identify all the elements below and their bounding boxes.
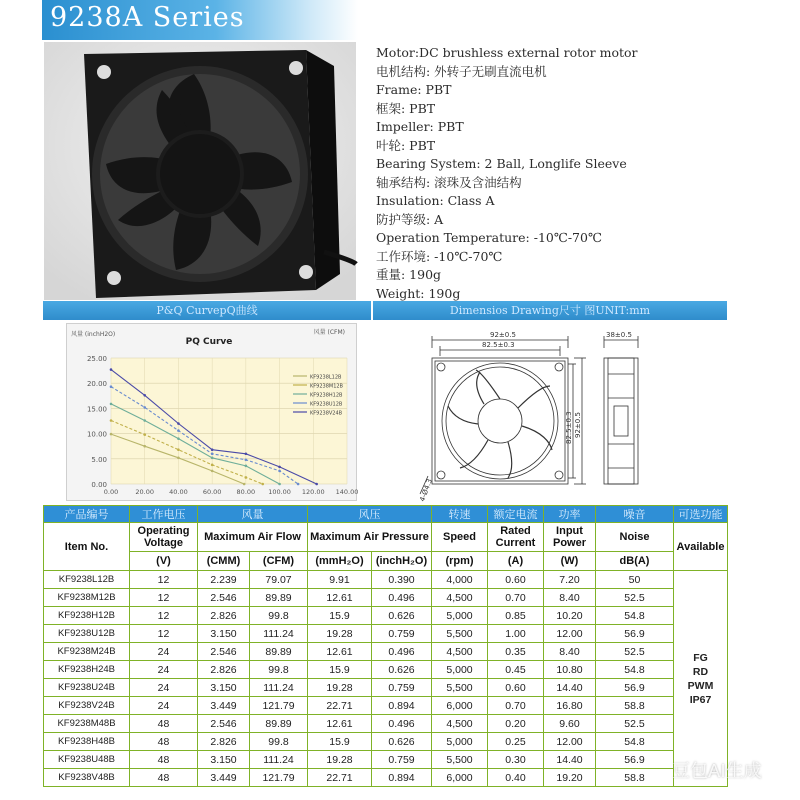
value-cell: 6,000 xyxy=(432,769,488,787)
dim-side-inner: 82.5±0.3 xyxy=(565,411,573,444)
unit-mmh2o: (mmH₂O) xyxy=(308,552,372,571)
dimension-drawing xyxy=(418,326,668,502)
value-cell: 50 xyxy=(596,571,674,589)
series-title: 9238A Series xyxy=(50,2,245,33)
value-cell: 0.759 xyxy=(372,679,432,697)
spec-line: Impeller: PBT xyxy=(376,119,464,134)
legend-label: KF9238U12B xyxy=(310,401,343,408)
value-cell: 10.20 xyxy=(544,607,596,625)
model-cell: KF9238H12B xyxy=(44,607,130,625)
value-cell: 24 xyxy=(130,679,198,697)
data-point xyxy=(110,433,113,436)
data-point xyxy=(110,368,113,371)
value-cell: 0.496 xyxy=(372,589,432,607)
value-cell: 0.626 xyxy=(372,661,432,679)
col-avail-cn: 可选功能 xyxy=(674,506,728,523)
data-point xyxy=(245,476,248,479)
value-cell: 5,000 xyxy=(432,661,488,679)
model-cell: KF9238V48B xyxy=(44,769,130,787)
data-point xyxy=(243,483,246,486)
unit-dba: dB(A) xyxy=(596,552,674,571)
x-tick-label: 100.00 xyxy=(268,488,291,496)
legend-label: KF9238H12B xyxy=(310,392,343,399)
value-cell: 3.449 xyxy=(198,697,250,715)
data-point xyxy=(278,466,281,469)
value-cell: 48 xyxy=(130,751,198,769)
pq-chart-frame xyxy=(66,323,357,501)
value-cell: 4,000 xyxy=(432,571,488,589)
value-cell: 12.00 xyxy=(544,625,596,643)
value-cell: 7.20 xyxy=(544,571,596,589)
spec-list xyxy=(376,44,638,303)
x-axis-label: 风量 (CFM) xyxy=(313,329,345,336)
available-option: PWM xyxy=(687,679,714,692)
model-cell: KF9238M24B xyxy=(44,643,130,661)
dim-hole: 4-Ø4.3 xyxy=(418,477,434,503)
unit-voltage: (V) xyxy=(130,552,198,571)
data-point xyxy=(297,483,300,486)
legend-label: KF9238V24B xyxy=(310,410,343,417)
value-cell: 0.60 xyxy=(488,679,544,697)
table-row xyxy=(44,751,728,769)
data-point xyxy=(143,445,146,448)
value-cell: 19.28 xyxy=(308,751,372,769)
value-cell: 12 xyxy=(130,589,198,607)
spec-line: Weight: 190g xyxy=(376,285,461,301)
value-cell: 12.61 xyxy=(308,589,372,607)
value-cell: 0.70 xyxy=(488,697,544,715)
y-tick-label: 0.00 xyxy=(91,481,107,489)
x-tick-label: 0.00 xyxy=(103,488,119,496)
value-cell: 16.80 xyxy=(544,697,596,715)
data-point xyxy=(245,452,248,455)
value-cell: 15.9 xyxy=(308,661,372,679)
value-cell: 3.150 xyxy=(198,625,250,643)
value-cell: 0.30 xyxy=(488,751,544,769)
value-cell: 5,000 xyxy=(432,607,488,625)
data-point xyxy=(143,394,146,397)
value-cell: 12.00 xyxy=(544,733,596,751)
data-point xyxy=(315,483,318,486)
value-cell: 48 xyxy=(130,733,198,751)
value-cell: 0.40 xyxy=(488,769,544,787)
value-cell: 0.70 xyxy=(488,589,544,607)
data-point xyxy=(278,470,281,473)
value-cell: 8.40 xyxy=(544,589,596,607)
spec-line: Operation Temperature: -10℃-70℃ xyxy=(376,230,602,245)
value-cell: 79.07 xyxy=(250,571,308,589)
spec-line: Motor:DC brushless external rotor motor xyxy=(376,45,638,60)
dimension-drawing-header: Dimensios Drawing尺寸 图UNIT:mm xyxy=(373,301,727,320)
value-cell: 121.79 xyxy=(250,769,308,787)
value-cell: 58.8 xyxy=(596,697,674,715)
spec-line: Frame: PBT xyxy=(376,82,452,97)
value-cell: 1.00 xyxy=(488,625,544,643)
legend-label: KF9238L12B xyxy=(310,374,342,381)
model-cell: KF9238V24B xyxy=(44,697,130,715)
unit-inchh2o: (inchH₂O) xyxy=(372,552,432,571)
model-cell: KF9238M12B xyxy=(44,589,130,607)
data-point xyxy=(261,483,264,486)
value-cell: 5,500 xyxy=(432,625,488,643)
fan-image xyxy=(44,42,356,300)
data-point xyxy=(177,422,180,425)
value-cell: 14.40 xyxy=(544,751,596,769)
value-cell: 2.546 xyxy=(198,643,250,661)
value-cell: 2.546 xyxy=(198,715,250,733)
col-voltage-en: Operating Voltage xyxy=(130,523,198,552)
value-cell: 8.40 xyxy=(544,643,596,661)
dimension-drawing-svg xyxy=(418,326,668,502)
value-cell: 2.826 xyxy=(198,661,250,679)
value-cell: 0.45 xyxy=(488,661,544,679)
col-voltage-cn: 工作电压 xyxy=(130,506,198,523)
data-point xyxy=(245,459,248,462)
value-cell: 15.9 xyxy=(308,607,372,625)
data-point xyxy=(143,419,146,422)
value-cell: 0.25 xyxy=(488,733,544,751)
dim-side-outer: 92±0.5 xyxy=(574,412,582,438)
value-cell: 111.24 xyxy=(250,751,308,769)
value-cell: 5,500 xyxy=(432,751,488,769)
value-cell: 3.150 xyxy=(198,679,250,697)
col-power-cn: 功率 xyxy=(544,506,596,523)
value-cell: 10.80 xyxy=(544,661,596,679)
value-cell: 48 xyxy=(130,715,198,733)
spec-line: 电机结构: 外转子无刷直流电机 xyxy=(376,63,547,79)
col-current-cn: 额定电流 xyxy=(488,506,544,523)
spec-line: 工作环境: -10℃-70℃ xyxy=(376,248,503,264)
value-cell: 24 xyxy=(130,697,198,715)
value-cell: 19.20 xyxy=(544,769,596,787)
col-item-cn: 产品编号 xyxy=(44,506,130,523)
model-cell: KF9238L12B xyxy=(44,571,130,589)
value-cell: 12 xyxy=(130,571,198,589)
value-cell: 111.24 xyxy=(250,625,308,643)
table-row xyxy=(44,733,728,751)
value-cell: 2.546 xyxy=(198,589,250,607)
model-cell: KF9238H24B xyxy=(44,661,130,679)
data-point xyxy=(278,483,281,486)
data-point xyxy=(211,448,214,451)
value-cell: 5,500 xyxy=(432,679,488,697)
value-cell: 54.8 xyxy=(596,733,674,751)
table-row xyxy=(44,571,728,589)
dim-top-inner: 82.5±0.3 xyxy=(482,341,515,349)
legend-label: KF9238M12B xyxy=(310,383,343,390)
value-cell: 12 xyxy=(130,607,198,625)
value-cell: 89.89 xyxy=(250,643,308,661)
value-cell: 99.8 xyxy=(250,607,308,625)
data-point xyxy=(110,403,113,406)
y-tick-label: 15.00 xyxy=(86,405,107,414)
available-options-cell xyxy=(674,571,728,787)
data-point xyxy=(177,456,180,459)
data-point xyxy=(143,433,146,436)
table-header-units xyxy=(44,552,728,571)
value-cell: 0.35 xyxy=(488,643,544,661)
y-tick-label: 25.00 xyxy=(86,355,107,363)
x-tick-label: 140.00 xyxy=(335,488,359,496)
table-header-cn xyxy=(44,506,728,523)
table-header-en xyxy=(44,523,728,552)
dim-top-outer: 92±0.5 xyxy=(490,331,516,339)
model-cell: KF9238U12B xyxy=(44,625,130,643)
x-tick-label: 80.00 xyxy=(236,488,256,496)
data-point xyxy=(177,437,180,440)
model-cell: KF9238M48B xyxy=(44,715,130,733)
watermark-text: 豆包AI生成 xyxy=(672,761,762,782)
value-cell: 111.24 xyxy=(250,679,308,697)
y-tick-label: 10.00 xyxy=(86,430,107,439)
unit-rpm: (rpm) xyxy=(432,552,488,571)
pq-curve-header: P&Q CurvepQ曲线 xyxy=(43,301,371,320)
value-cell: 3.449 xyxy=(198,769,250,787)
value-cell: 4,500 xyxy=(432,715,488,733)
model-cell: KF9238H48B xyxy=(44,733,130,751)
value-cell: 121.79 xyxy=(250,697,308,715)
table-row xyxy=(44,607,728,625)
data-point xyxy=(211,470,214,473)
value-cell: 22.71 xyxy=(308,697,372,715)
value-cell: 12.61 xyxy=(308,715,372,733)
value-cell: 5,000 xyxy=(432,733,488,751)
col-item-en: Item No. xyxy=(44,523,130,571)
available-option: IP67 xyxy=(689,693,712,706)
value-cell: 15.9 xyxy=(308,733,372,751)
value-cell: 4,500 xyxy=(432,589,488,607)
value-cell: 0.759 xyxy=(372,751,432,769)
spec-line: Insulation: Class A xyxy=(376,193,495,208)
value-cell: 9.91 xyxy=(308,571,372,589)
table-row xyxy=(44,679,728,697)
table-row xyxy=(44,643,728,661)
chart-title: PQ Curve xyxy=(185,337,233,347)
col-pressure-cn: 风压 xyxy=(308,506,432,523)
value-cell: 0.60 xyxy=(488,571,544,589)
col-noise-en: Noise xyxy=(596,523,674,552)
y-tick-label: 20.00 xyxy=(86,380,107,389)
value-cell: 19.28 xyxy=(308,679,372,697)
spec-line: 轴承结构: 滚珠及含油结构 xyxy=(376,174,522,190)
col-speed-en: Speed xyxy=(432,523,488,552)
col-airflow-en: Maximum Air Flow xyxy=(198,523,308,552)
value-cell: 6,000 xyxy=(432,697,488,715)
value-cell: 2.826 xyxy=(198,607,250,625)
y-tick-label: 5.00 xyxy=(91,455,107,464)
data-point xyxy=(177,448,180,451)
table-row xyxy=(44,625,728,643)
data-point xyxy=(177,429,180,432)
value-cell: 0.626 xyxy=(372,607,432,625)
col-airflow-cn: 风量 xyxy=(198,506,308,523)
value-cell: 12 xyxy=(130,625,198,643)
col-pressure-en: Maximum Air Pressure xyxy=(308,523,432,552)
value-cell: 0.894 xyxy=(372,769,432,787)
table-row xyxy=(44,697,728,715)
table-row xyxy=(44,589,728,607)
value-cell: 52.5 xyxy=(596,589,674,607)
available-option: FG xyxy=(693,651,708,664)
spec-line: 框架: PBT xyxy=(376,100,436,116)
data-point xyxy=(211,456,214,459)
value-cell: 12.61 xyxy=(308,643,372,661)
series-title-bar xyxy=(42,0,358,40)
value-cell: 19.28 xyxy=(308,625,372,643)
value-cell: 48 xyxy=(130,769,198,787)
value-cell: 0.390 xyxy=(372,571,432,589)
model-cell: KF9238U48B xyxy=(44,751,130,769)
col-speed-cn: 转速 xyxy=(432,506,488,523)
data-point xyxy=(143,406,146,409)
unit-cfm: (CFM) xyxy=(250,552,308,571)
value-cell: 2.826 xyxy=(198,733,250,751)
value-cell: 52.5 xyxy=(596,643,674,661)
value-cell: 99.8 xyxy=(250,733,308,751)
fan-product-photo xyxy=(44,42,356,300)
value-cell: 52.5 xyxy=(596,715,674,733)
value-cell: 56.9 xyxy=(596,625,674,643)
value-cell: 0.759 xyxy=(372,625,432,643)
value-cell: 0.496 xyxy=(372,643,432,661)
value-cell: 89.89 xyxy=(250,715,308,733)
table-row xyxy=(44,715,728,733)
value-cell: 0.85 xyxy=(488,607,544,625)
value-cell: 0.496 xyxy=(372,715,432,733)
value-cell: 54.8 xyxy=(596,661,674,679)
value-cell: 9.60 xyxy=(544,715,596,733)
spec-line: 重量: 190g xyxy=(376,267,442,282)
value-cell: 0.20 xyxy=(488,715,544,733)
unit-watt: (W) xyxy=(544,552,596,571)
model-cell: KF9238U24B xyxy=(44,679,130,697)
value-cell: 22.71 xyxy=(308,769,372,787)
value-cell: 0.626 xyxy=(372,733,432,751)
value-cell: 56.9 xyxy=(596,679,674,697)
value-cell: 58.8 xyxy=(596,769,674,787)
col-power-en: Input Power xyxy=(544,523,596,552)
data-point xyxy=(110,419,113,422)
col-noise-cn: 噪音 xyxy=(596,506,674,523)
spec-line: 叶轮: PBT xyxy=(376,137,436,153)
value-cell: 24 xyxy=(130,661,198,679)
table-row xyxy=(44,769,728,787)
spec-line: Bearing System: 2 Ball, Longlife Sleeve xyxy=(376,156,627,171)
x-tick-label: 120.00 xyxy=(301,488,325,496)
value-cell: 2.239 xyxy=(198,571,250,589)
table-row xyxy=(44,661,728,679)
value-cell: 4,500 xyxy=(432,643,488,661)
x-tick-label: 40.00 xyxy=(169,488,188,496)
dim-depth: 38±0.5 xyxy=(606,331,632,339)
data-point xyxy=(110,385,113,388)
spec-line: 防护等级: A xyxy=(376,211,444,227)
pq-chart xyxy=(67,324,359,500)
available-option: RD xyxy=(692,665,709,678)
value-cell: 0.894 xyxy=(372,697,432,715)
data-point xyxy=(211,464,214,467)
value-cell: 14.40 xyxy=(544,679,596,697)
value-cell: 24 xyxy=(130,643,198,661)
value-cell: 3.150 xyxy=(198,751,250,769)
y-axis-label: 风量 (inchH2O) xyxy=(71,331,116,338)
spec-table xyxy=(43,505,728,787)
col-avail-en: Available xyxy=(674,523,728,571)
value-cell: 99.8 xyxy=(250,661,308,679)
unit-cmm: (CMM) xyxy=(198,552,250,571)
data-point xyxy=(211,452,214,455)
x-tick-label: 20.00 xyxy=(135,488,155,496)
value-cell: 56.9 xyxy=(596,751,674,769)
data-point xyxy=(245,465,248,468)
col-current-en: Rated Current xyxy=(488,523,544,552)
value-cell: 54.8 xyxy=(596,607,674,625)
unit-amp: (A) xyxy=(488,552,544,571)
value-cell: 89.89 xyxy=(250,589,308,607)
x-tick-label: 60.00 xyxy=(202,488,222,496)
